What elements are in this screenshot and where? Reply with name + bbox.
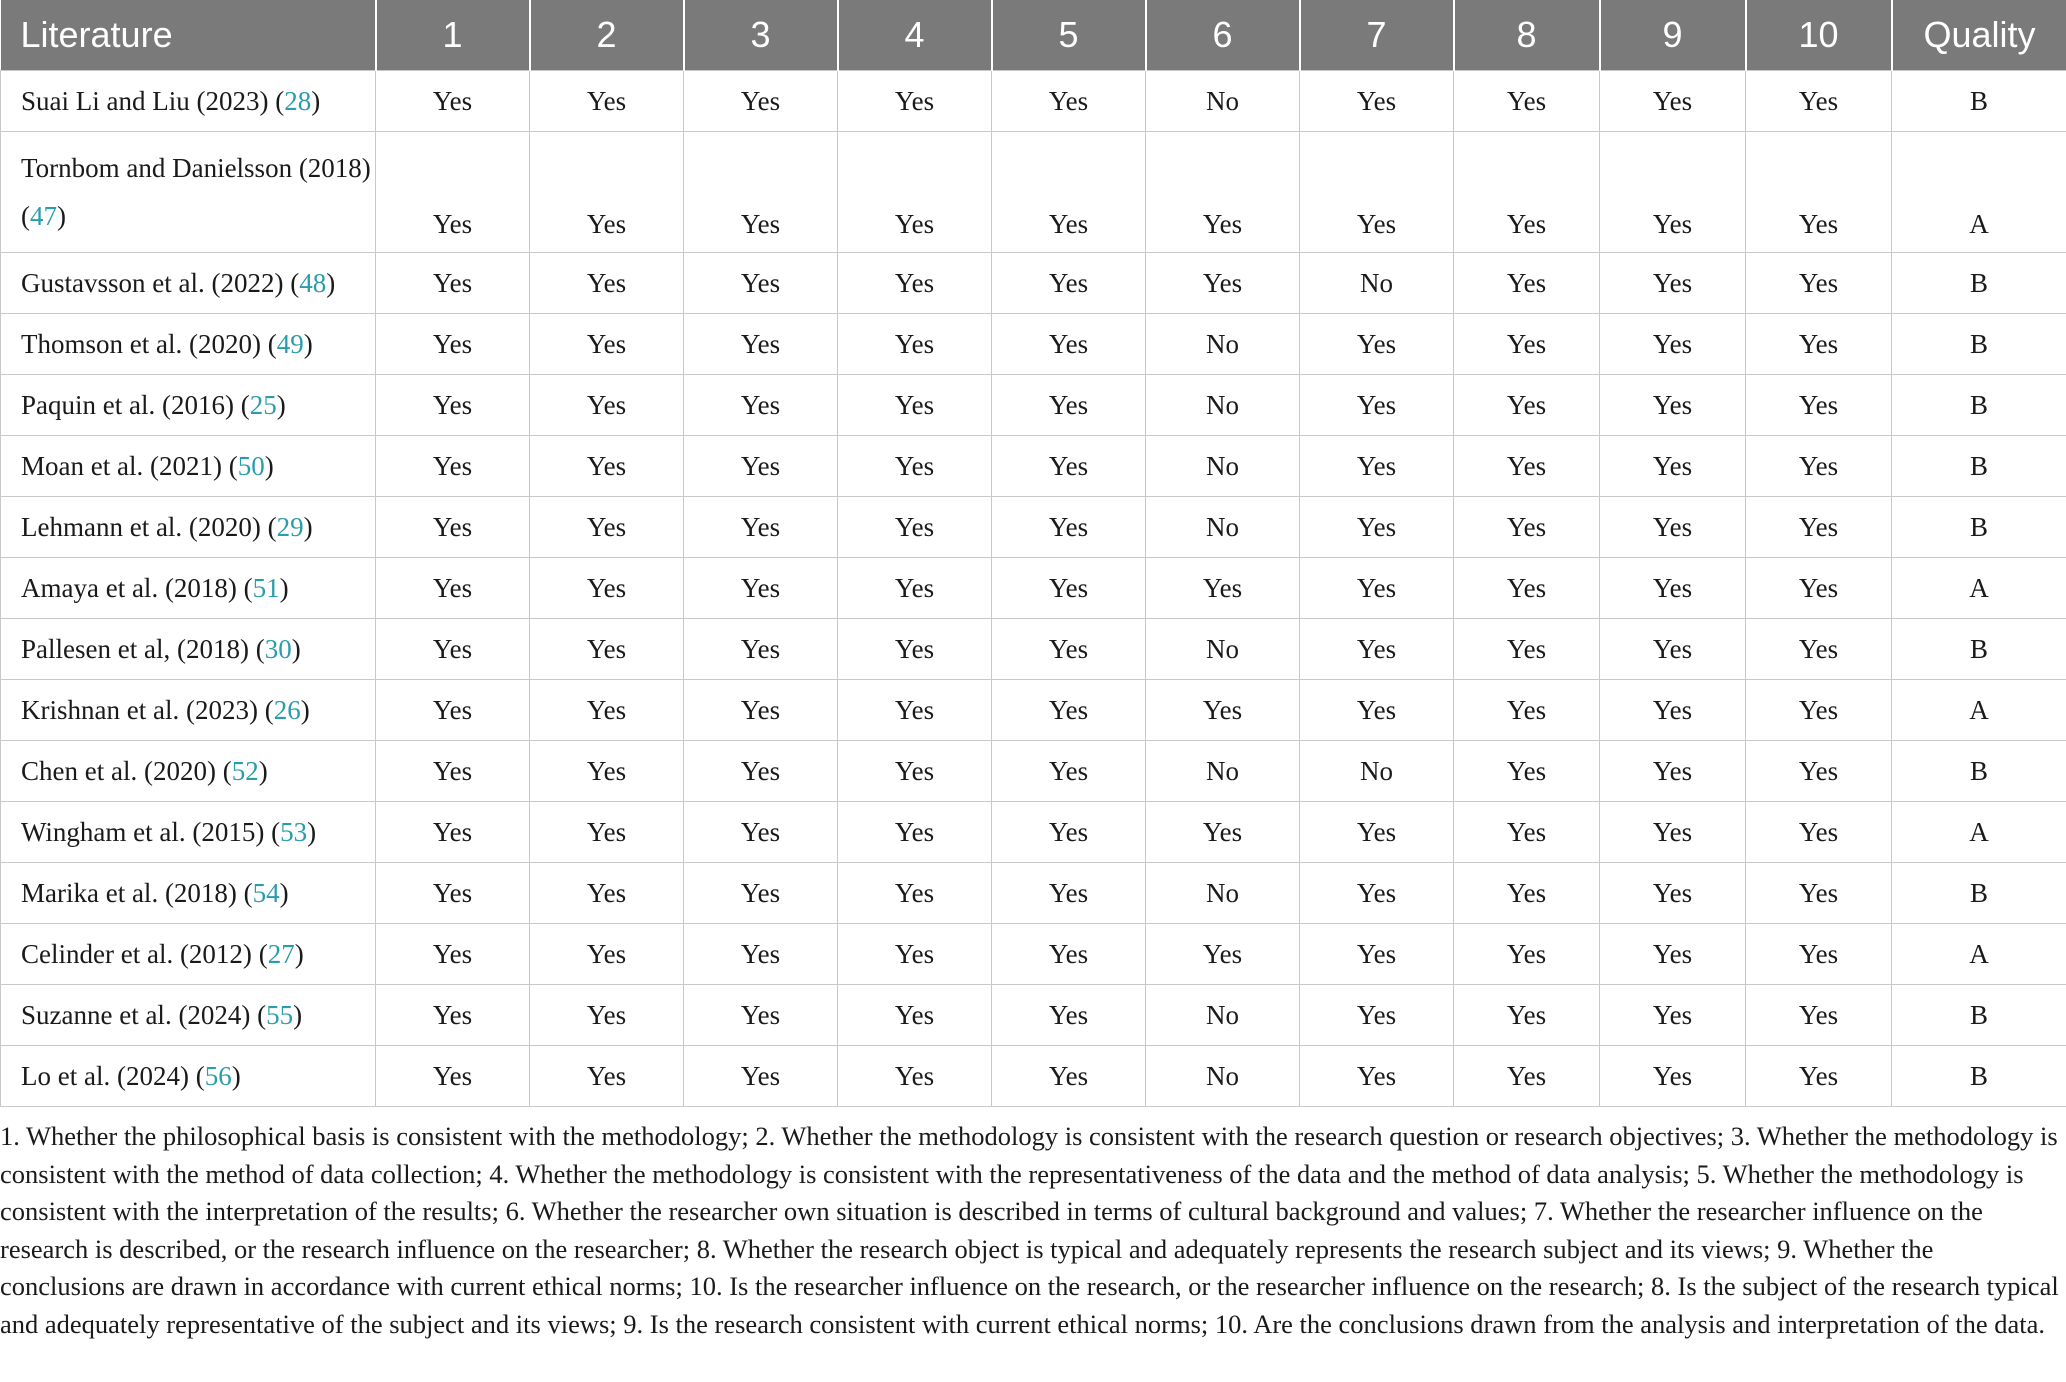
criterion-cell: Yes <box>1454 436 1600 497</box>
column-header-criterion-6: 6 <box>1146 0 1300 71</box>
criterion-cell: Yes <box>838 497 992 558</box>
criterion-cell: Yes <box>530 497 684 558</box>
quality-cell: B <box>1892 314 2066 375</box>
author-text: Lo et al. (2024) <box>21 1060 189 1091</box>
criterion-cell: Yes <box>1454 1046 1600 1107</box>
criterion-cell: Yes <box>376 985 530 1046</box>
criterion-cell: Yes <box>838 1046 992 1107</box>
reference-link[interactable]: 51 <box>252 572 280 603</box>
literature-cell: Suai Li and Liu (2023) (28) <box>1 71 376 132</box>
criterion-cell: Yes <box>1454 741 1600 802</box>
reference-link[interactable]: 49 <box>276 328 304 359</box>
criterion-cell: Yes <box>1300 863 1454 924</box>
criterion-cell: Yes <box>376 1046 530 1107</box>
criterion-cell: Yes <box>992 802 1146 863</box>
criterion-cell: Yes <box>376 71 530 132</box>
table-row <box>1 741 2066 802</box>
criterion-cell: Yes <box>1300 497 1454 558</box>
criterion-cell: Yes <box>1454 71 1600 132</box>
criterion-cell: Yes <box>838 436 992 497</box>
criterion-cell: No <box>1146 1046 1300 1107</box>
criterion-cell: Yes <box>838 985 992 1046</box>
criterion-cell: Yes <box>1146 558 1300 619</box>
reference-link[interactable]: 29 <box>276 511 304 542</box>
criterion-cell: Yes <box>992 924 1146 985</box>
criterion-cell: Yes <box>1146 802 1300 863</box>
reference-link[interactable]: 27 <box>267 938 295 969</box>
author-text: Paquin et al. (2016) <box>21 389 234 420</box>
quality-cell: A <box>1892 802 2066 863</box>
literature-cell: Krishnan et al. (2023) (26) <box>1 680 376 741</box>
criterion-cell: Yes <box>1600 802 1746 863</box>
criterion-cell: Yes <box>1300 924 1454 985</box>
literature-cell: Moan et al. (2021) (50) <box>1 436 376 497</box>
criterion-cell: Yes <box>838 680 992 741</box>
reference-link[interactable]: 56 <box>204 1060 232 1091</box>
criterion-cell: Yes <box>530 436 684 497</box>
literature-cell: Paquin et al. (2016) (25) <box>1 375 376 436</box>
author-text: Suai Li and Liu (2023) <box>21 85 269 116</box>
author-text: Wingham et al. (2015) <box>21 816 265 847</box>
literature-cell: Celinder et al. (2012) (27) <box>1 924 376 985</box>
criterion-cell: Yes <box>1146 253 1300 314</box>
criterion-cell: Yes <box>1600 985 1746 1046</box>
column-header-criterion-5: 5 <box>992 0 1146 71</box>
criterion-cell: Yes <box>1746 802 1892 863</box>
criterion-cell: Yes <box>1600 680 1746 741</box>
author-text: Tornbom and Danielsson (2018) <box>21 153 371 183</box>
table-row <box>1 924 2066 985</box>
column-header-criterion-3: 3 <box>684 0 838 71</box>
quality-cell: B <box>1892 1046 2066 1107</box>
criterion-cell: Yes <box>376 924 530 985</box>
criterion-cell: Yes <box>684 1046 838 1107</box>
criterion-cell: Yes <box>376 436 530 497</box>
criterion-cell: Yes <box>1746 680 1892 741</box>
criterion-cell: Yes <box>838 558 992 619</box>
criterion-cell: Yes <box>992 985 1146 1046</box>
criterion-cell: Yes <box>992 314 1146 375</box>
criterion-cell: Yes <box>1746 132 1892 253</box>
criterion-cell: Yes <box>530 132 684 253</box>
criterion-cell: Yes <box>1746 497 1892 558</box>
criterion-cell: Yes <box>838 741 992 802</box>
column-header-criterion-9: 9 <box>1600 0 1746 71</box>
quality-cell: B <box>1892 71 2066 132</box>
criterion-cell: Yes <box>1454 558 1600 619</box>
criterion-cell: Yes <box>684 802 838 863</box>
criterion-cell: Yes <box>530 375 684 436</box>
criterion-cell: Yes <box>1600 436 1746 497</box>
column-header-criterion-1: 1 <box>376 0 530 71</box>
criterion-cell: Yes <box>530 558 684 619</box>
column-header-criterion-2: 2 <box>530 0 684 71</box>
criterion-cell: Yes <box>992 71 1146 132</box>
criterion-cell: Yes <box>838 863 992 924</box>
criterion-cell: Yes <box>1600 558 1746 619</box>
criterion-cell: Yes <box>684 253 838 314</box>
criterion-cell: Yes <box>1146 680 1300 741</box>
criterion-cell: Yes <box>1300 985 1454 1046</box>
criterion-cell: Yes <box>1454 924 1600 985</box>
table-row <box>1 375 2066 436</box>
criterion-cell: Yes <box>1600 1046 1746 1107</box>
criterion-cell: Yes <box>684 863 838 924</box>
criterion-cell: Yes <box>530 863 684 924</box>
criterion-cell: Yes <box>1600 375 1746 436</box>
criterion-cell: Yes <box>1600 863 1746 924</box>
author-text: Moan et al. (2021) <box>21 450 222 481</box>
reference-link[interactable]: 47 <box>30 201 57 231</box>
quality-cell: A <box>1892 558 2066 619</box>
criterion-cell: Yes <box>530 71 684 132</box>
table-row <box>1 680 2066 741</box>
quality-cell: B <box>1892 253 2066 314</box>
criterion-cell: Yes <box>1454 680 1600 741</box>
criterion-cell: Yes <box>530 680 684 741</box>
criterion-cell: Yes <box>1454 985 1600 1046</box>
author-text: Chen et al. (2020) <box>21 755 216 786</box>
criterion-cell: Yes <box>1600 497 1746 558</box>
criterion-cell: Yes <box>992 558 1146 619</box>
criterion-cell: Yes <box>1300 680 1454 741</box>
criterion-cell: Yes <box>838 132 992 253</box>
header-row <box>1 0 2066 71</box>
reference-link[interactable]: 50 <box>237 450 265 481</box>
criterion-cell: Yes <box>1600 71 1746 132</box>
criterion-cell: Yes <box>684 558 838 619</box>
criterion-cell: Yes <box>684 71 838 132</box>
criterion-cell: Yes <box>530 802 684 863</box>
criterion-cell: Yes <box>1300 314 1454 375</box>
literature-cell: Lehmann et al. (2020) (29) <box>1 497 376 558</box>
criterion-cell: Yes <box>1454 619 1600 680</box>
criterion-cell: No <box>1146 741 1300 802</box>
criterion-cell: No <box>1300 741 1454 802</box>
criterion-cell: No <box>1146 863 1300 924</box>
table-row <box>1 314 2066 375</box>
criterion-cell: Yes <box>1454 802 1600 863</box>
criterion-cell: Yes <box>1300 132 1454 253</box>
criterion-cell: Yes <box>684 314 838 375</box>
criterion-cell: Yes <box>992 863 1146 924</box>
reference-link[interactable]: 25 <box>249 389 277 420</box>
criterion-cell: Yes <box>992 680 1146 741</box>
reference-link[interactable]: 28 <box>284 85 312 116</box>
criterion-cell: No <box>1300 253 1454 314</box>
criterion-cell: Yes <box>1454 253 1600 314</box>
quality-cell: A <box>1892 924 2066 985</box>
criterion-cell: Yes <box>376 497 530 558</box>
quality-cell: B <box>1892 497 2066 558</box>
author-text: Amaya et al. (2018) <box>21 572 237 603</box>
criterion-cell: Yes <box>530 253 684 314</box>
table-row <box>1 863 2066 924</box>
criterion-cell: Yes <box>1746 1046 1892 1107</box>
criterion-cell: Yes <box>992 741 1146 802</box>
author-text: Pallesen et al, (2018) <box>21 633 249 664</box>
criterion-cell: Yes <box>1300 619 1454 680</box>
criterion-cell: Yes <box>838 375 992 436</box>
table-row <box>1 985 2066 1046</box>
table-body <box>1 71 2066 1107</box>
criterion-cell: Yes <box>1746 741 1892 802</box>
criterion-cell: Yes <box>838 924 992 985</box>
literature-cell: Amaya et al. (2018) (51) <box>1 558 376 619</box>
criterion-cell: No <box>1146 619 1300 680</box>
criterion-cell: Yes <box>1454 375 1600 436</box>
criterion-cell: Yes <box>1746 985 1892 1046</box>
criterion-cell: Yes <box>376 558 530 619</box>
criterion-cell: Yes <box>530 741 684 802</box>
criterion-cell: Yes <box>992 497 1146 558</box>
criterion-cell: Yes <box>1600 132 1746 253</box>
author-text: Marika et al. (2018) <box>21 877 237 908</box>
reference-link[interactable]: 55 <box>266 999 294 1030</box>
author-text: Krishnan et al. (2023) <box>21 694 258 725</box>
criterion-cell: Yes <box>1300 71 1454 132</box>
criterion-cell: Yes <box>376 741 530 802</box>
reference-link[interactable]: 26 <box>273 694 301 725</box>
criterion-cell: Yes <box>1454 863 1600 924</box>
criterion-cell: Yes <box>376 375 530 436</box>
criterion-cell: Yes <box>1746 314 1892 375</box>
criterion-cell: Yes <box>1454 497 1600 558</box>
criterion-cell: Yes <box>838 253 992 314</box>
criterion-cell: Yes <box>1600 314 1746 375</box>
criterion-cell: No <box>1146 314 1300 375</box>
literature-cell: Gustavsson et al. (2022) (48) <box>1 253 376 314</box>
criterion-cell: No <box>1146 436 1300 497</box>
quality-cell: B <box>1892 741 2066 802</box>
table-row <box>1 253 2066 314</box>
criterion-cell: Yes <box>684 924 838 985</box>
criterion-cell: Yes <box>684 680 838 741</box>
criterion-cell: Yes <box>1300 375 1454 436</box>
criterion-cell: No <box>1146 375 1300 436</box>
criterion-cell: Yes <box>1300 1046 1454 1107</box>
quality-cell: B <box>1892 863 2066 924</box>
criterion-cell: Yes <box>992 619 1146 680</box>
criterion-cell: Yes <box>1600 253 1746 314</box>
criterion-cell: Yes <box>684 436 838 497</box>
criterion-cell: Yes <box>684 375 838 436</box>
column-header-quality: Quality <box>1892 0 2066 71</box>
literature-cell: Thomson et al. (2020) (49) <box>1 314 376 375</box>
criterion-cell: Yes <box>376 619 530 680</box>
criterion-cell: Yes <box>376 863 530 924</box>
table-row <box>1 1046 2066 1107</box>
criterion-cell: Yes <box>1146 132 1300 253</box>
criterion-cell: Yes <box>838 802 992 863</box>
criterion-cell: Yes <box>1146 924 1300 985</box>
table-row <box>1 71 2066 132</box>
criterion-cell: Yes <box>838 619 992 680</box>
criterion-cell: Yes <box>684 741 838 802</box>
literature-cell: Marika et al. (2018) (54) <box>1 863 376 924</box>
criterion-cell: Yes <box>1600 741 1746 802</box>
criterion-cell: Yes <box>838 314 992 375</box>
quality-cell: B <box>1892 619 2066 680</box>
criterion-cell: Yes <box>684 619 838 680</box>
criterion-cell: Yes <box>684 132 838 253</box>
table-row <box>1 132 2066 253</box>
criterion-cell: No <box>1146 985 1300 1046</box>
literature-cell: Suzanne et al. (2024) (55) <box>1 985 376 1046</box>
reference-link[interactable]: 53 <box>280 816 308 847</box>
criterion-cell: Yes <box>1454 314 1600 375</box>
quality-cell: A <box>1892 680 2066 741</box>
quality-cell: B <box>1892 985 2066 1046</box>
criterion-cell: Yes <box>684 985 838 1046</box>
criterion-cell: Yes <box>992 436 1146 497</box>
criterion-cell: Yes <box>1746 71 1892 132</box>
criterion-cell: Yes <box>1600 924 1746 985</box>
criterion-cell: Yes <box>1746 558 1892 619</box>
author-text: Celinder et al. (2012) <box>21 938 252 969</box>
literature-cell: Tornbom and Danielsson (2018) (47) <box>1 132 376 253</box>
criterion-cell: Yes <box>530 619 684 680</box>
criterion-cell: Yes <box>992 1046 1146 1107</box>
criterion-cell: Yes <box>1746 619 1892 680</box>
criterion-cell: Yes <box>376 314 530 375</box>
reference-link[interactable]: 54 <box>252 877 280 908</box>
column-header-criterion-7: 7 <box>1300 0 1454 71</box>
author-text: Lehmann et al. (2020) <box>21 511 261 542</box>
criterion-cell: No <box>1146 71 1300 132</box>
criterion-cell: Yes <box>376 132 530 253</box>
column-header-criterion-4: 4 <box>838 0 992 71</box>
criterion-cell: Yes <box>684 497 838 558</box>
criterion-cell: Yes <box>1600 619 1746 680</box>
criterion-cell: Yes <box>1454 132 1600 253</box>
criterion-cell: Yes <box>530 1046 684 1107</box>
literature-cell: Pallesen et al, (2018) (30) <box>1 619 376 680</box>
reference-link[interactable]: 30 <box>264 633 292 664</box>
table-row <box>1 558 2066 619</box>
quality-cell: A <box>1892 132 2066 253</box>
criterion-cell: Yes <box>530 985 684 1046</box>
criterion-cell: Yes <box>838 71 992 132</box>
table-row <box>1 619 2066 680</box>
quality-cell: B <box>1892 375 2066 436</box>
criterion-cell: Yes <box>992 132 1146 253</box>
author-text: Suzanne et al. (2024) <box>21 999 251 1030</box>
literature-cell: Wingham et al. (2015) (53) <box>1 802 376 863</box>
criterion-cell: Yes <box>376 802 530 863</box>
criterion-cell: Yes <box>530 314 684 375</box>
criterion-cell: Yes <box>992 253 1146 314</box>
reference-link[interactable]: 52 <box>231 755 259 786</box>
criterion-cell: Yes <box>530 924 684 985</box>
criterion-cell: Yes <box>1746 436 1892 497</box>
table-row <box>1 497 2066 558</box>
criterion-cell: Yes <box>1300 802 1454 863</box>
criterion-cell: Yes <box>1746 863 1892 924</box>
table-footnote: 1. Whether the philosophical basis is consistent with the methodology; 2. Whether the methodology is consistent with the research question or research objectives; 3. Whether the methodology is consistent with the method of data collection; 4. Whether the methodology is consistent with the representativeness of the data and the method of data analysis; 5. Whether the methodology is consistent with the interpretation of the results; 6. Whether the researcher own situation is described in terms of cultural background and values; 7. Whether the researcher influence on the research is described, or the research influence on the researcher; 8. Whether the research object is typical and adequately represents the research subject and its views; 9. Whether the conclusions are drawn in accordance with current ethical norms; 10. Is the researcher influence on the research, or the researcher influence on the research; 8. Is the subject of the research typical and adequately representative of the subject and its views; 9. Is the research consistent with current ethical norms; 10. Are the conclusions drawn from the analysis and interpretation of the data. <box>0 1121 2059 1339</box>
criterion-cell: Yes <box>1746 253 1892 314</box>
literature-cell: Lo et al. (2024) (56) <box>1 1046 376 1107</box>
author-text: Thomson et al. (2020) <box>21 328 261 359</box>
quality-cell: B <box>1892 436 2066 497</box>
criterion-cell: Yes <box>1300 436 1454 497</box>
criterion-cell: Yes <box>992 375 1146 436</box>
column-header-criterion-10: 10 <box>1746 0 1892 71</box>
table-row <box>1 436 2066 497</box>
criterion-cell: No <box>1146 497 1300 558</box>
criterion-cell: Yes <box>376 253 530 314</box>
column-header-criterion-8: 8 <box>1454 0 1600 71</box>
column-header-literature: Literature <box>1 0 376 71</box>
criterion-cell: Yes <box>1300 558 1454 619</box>
table-row <box>1 802 2066 863</box>
criterion-cell: Yes <box>376 680 530 741</box>
table-header <box>1 0 2066 71</box>
author-text: Gustavsson et al. (2022) <box>21 267 284 298</box>
literature-cell: Chen et al. (2020) (52) <box>1 741 376 802</box>
criterion-cell: Yes <box>1746 375 1892 436</box>
reference-link[interactable]: 48 <box>299 267 327 298</box>
criterion-cell: Yes <box>1746 924 1892 985</box>
